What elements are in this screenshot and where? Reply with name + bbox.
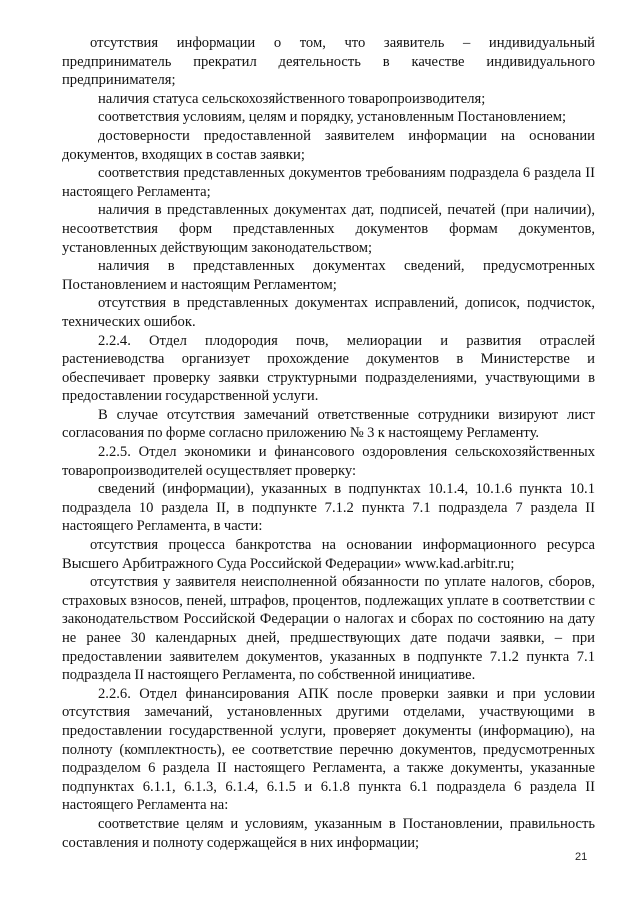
paragraph-information-subpoints: сведений (информации), указанных в подпунктах 10.1.4, 10.1.6 пункта 10.1 подраздела 10 раздела II, в подпункте 7.1.2 пункта 7.1 подраздела 7 раздела II настоящего Регламента, в части:: [62, 481, 595, 535]
paragraph-goals-compliance: соответствие целям и условиям, указанным в Постановлении, правильность составления и полноту содержащейся в них информации;: [62, 815, 595, 851]
paragraph-individual-entrepreneur: отсутствия информации о том, что заявитель – индивидуальный предприниматель прекратил деятельность в качестве индивидуального предпринимателя;: [62, 35, 595, 89]
document-body: [62, 34, 595, 852]
paragraph-information-reliability: достоверности предоставленной заявителем информации на основании документов, входящих в состав заявки;: [62, 127, 595, 163]
paragraph-agri-producer-status: наличия статуса сельскохозяйственного товаропроизводителя;: [98, 90, 486, 107]
paragraph-approval-sheet: В случае отсутствия замечаний ответственные сотрудники визируют лист согласования по форме согласно приложению № 3 к настоящему Регламенту.: [62, 406, 595, 442]
paragraph-2-2-4: 2.2.4. Отдел плодородия почв, мелиорации и развития отраслей растениеводства организует прохождение документов в Министерстве и обеспечивает проверку заявки структурными подразделениями, участвующими в предоставлении государственной услуги.: [62, 332, 595, 405]
paragraph-dates-signatures: наличия в представленных документах дат, подписей, печатей (при наличии), несоответствия форм представленных документов формам документов, установленных действующим законодательством;: [62, 202, 595, 256]
paragraph-no-corrections: отсутствия в представленных документах исправлений, дописок, подчисток, технических ошибок.: [62, 295, 595, 330]
paragraph-bankruptcy-check: отсутствия процесса банкротства на основании информационного ресурса Высшего Арбитражного Суда Российской Федерации» www.kad.arbitr.ru;: [62, 537, 595, 572]
page-number: 21: [575, 851, 588, 863]
paragraph-documents-requirements: соответствия представленных документов требованиям подраздела 6 раздела II настоящего Регламента;: [62, 165, 595, 200]
paragraph-required-information: наличия в представленных документах сведений, предусмотренных Постановлением и настоящим Регламентом;: [62, 258, 595, 293]
paragraph-2-2-5: 2.2.5. Отдел экономики и финансового оздоровления сельскохозяйственных товаропроизводителей осуществляет проверку:: [62, 444, 595, 479]
paragraph-conditions-compliance: соответствия условиям, целям и порядку, установленным Постановлением;: [98, 109, 567, 126]
paragraph-2-2-6: 2.2.6. Отдел финансирования АПК после проверки заявки и при условии отсутствия замечаний, установленных другими отделами, участвующими в предоставлении государственной услуги, проверяет документы (информацию), на полноту (комплектность), ее соответствие перечню документов, предусмотренных подразделом 6 раздела II настоящего Регламента, а также документы, указанные подпунктах 6.1.1, 6.1.3, 6.1.4, 6.1.5 и 6.1.8 пункта 6.1 подраздела 6 раздела II настоящего Регламента на:: [62, 685, 595, 814]
paragraph-tax-obligations: отсутствия у заявителя неисполненной обязанности по уплате налогов, сборов, страховых взносов, пеней, штрафов, процентов, подлежащих уплате в соответствии с законодательством Российской Федерации о налогах и сборах по состоянию на дату не ранее 30 календарных дней, предшествующих дате подачи заявки, – при предоставлении заявителем документов, указанных в подпункте 7.1.2 пункта 7.1 подраздела II настоящего Регламента, по собственной инициативе.: [62, 574, 595, 684]
